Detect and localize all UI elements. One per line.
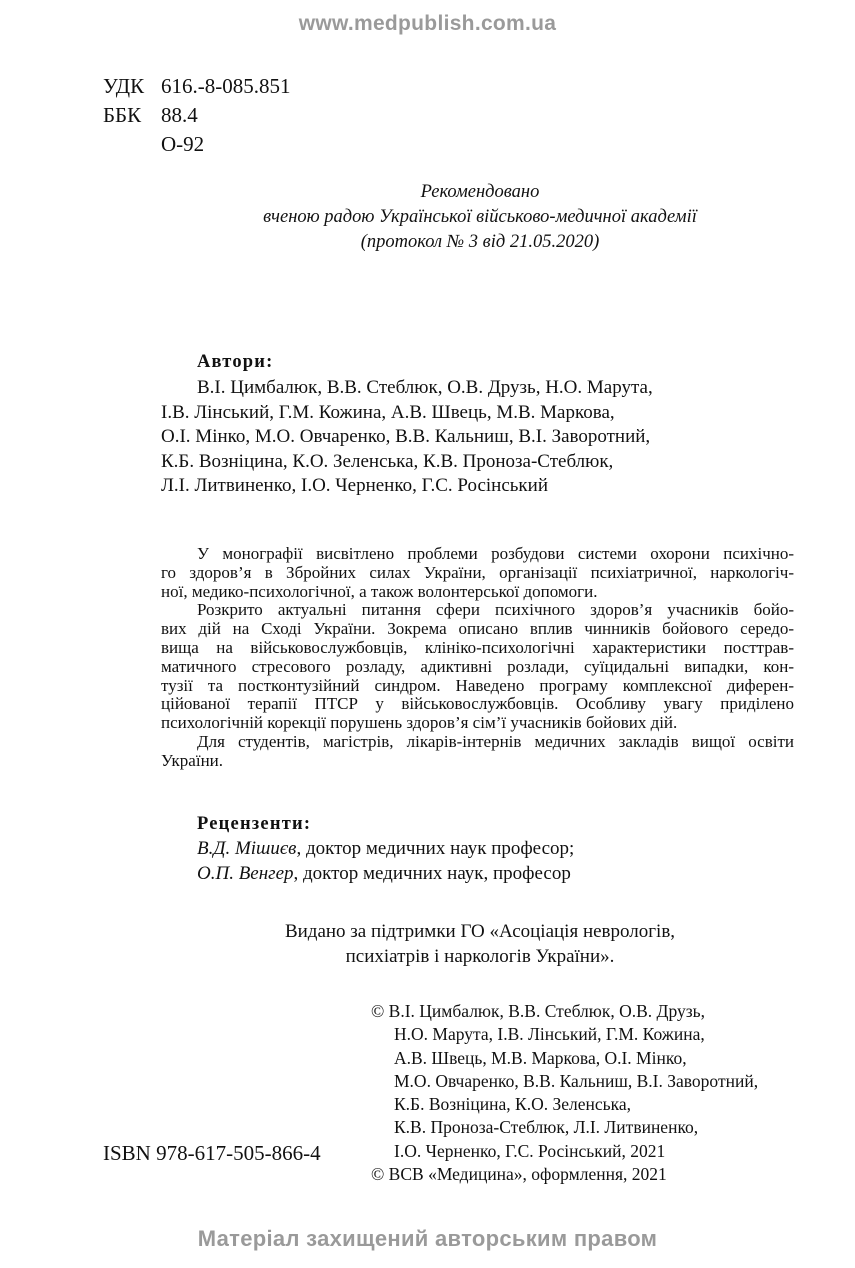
annotation-line: вища на військовослужбовців, клініко-психологічні характеристики посттрав-: [161, 637, 794, 657]
udc-row: [103, 72, 291, 101]
author-mark-value: О-92: [161, 132, 205, 156]
reviewers-list: [197, 837, 574, 886]
reviewer-title: , доктор медичних наук, професор: [293, 862, 571, 884]
copyright-line: © В.І. Цимбалюк, В.В. Стеблюк, О.В. Друзь,: [371, 1001, 706, 1021]
reviewers-heading: Рецензенти:: [197, 814, 312, 834]
authors-line: І.В. Лінський, Г.М. Кожина, А.В. Швець, М.В. Маркова,: [161, 401, 615, 423]
udc-value: 616.-8-085.851: [161, 74, 291, 98]
isbn: ISBN 978-617-505-866-4: [103, 1141, 321, 1165]
annotation-line: Розкрито актуальні питання сфери психічного здоров’я учасників бойо-: [197, 600, 794, 620]
support-note: [240, 920, 720, 969]
authors-line: В.І. Цимбалюк, В.В. Стеблюк, О.В. Друзь, Н.О. Марута,: [197, 377, 653, 398]
reviewer-title: , доктор медичних наук професор;: [296, 838, 575, 859]
authors-line: К.Б. Возніцина, К.О. Зеленська, К.В. Проноза-Стеблюк,: [161, 450, 614, 472]
reviewer-item: [197, 837, 574, 862]
annotation-line: У монографії висвітлено проблеми розбудови системи охорони психічно-: [197, 544, 794, 563]
copyright-line: А.В. Швець, М.В. Маркова, О.І. Мінко,: [394, 1047, 687, 1068]
annotation-line: тузії та постконтузійний синдром. Наведено програму комплексної диферен-: [161, 675, 794, 695]
recommendation-line: вченою радою Української військово-медичної академії: [263, 207, 697, 227]
copyright-line: І.О. Черненко, Г.С. Росінський, 2021: [394, 1140, 666, 1161]
watermark-bottom: Матеріал захищений авторським правом: [197, 1226, 658, 1251]
bbk-value: 88.4: [161, 103, 198, 127]
authors-line: О.І. Мінко, М.О. Овчаренко, В.В. Кальниш, В.І. Заворотний,: [161, 426, 651, 447]
classification-block: [103, 72, 291, 159]
copyright-line: М.О. Овчаренко, В.В. Кальниш, В.І. Заворотний,: [394, 1070, 759, 1091]
annotation-line: вих дій на Сході України. Зокрема описано вплив чинників бойового середо-: [161, 619, 794, 639]
annotation-line: України.: [161, 750, 224, 770]
udc-key: УДК: [103, 74, 145, 98]
authors-line: Л.І. Литвиненко, І.О. Черненко, Г.С. Росінський: [161, 475, 548, 496]
watermark-top: www.medpublish.com.ua: [298, 12, 557, 35]
bbk-row: [103, 101, 291, 130]
annotation-line: Для студентів, магістрів, лікарів-інтернів медичних закладів вищої освіти: [197, 731, 794, 751]
copyright-line: К.В. Проноза-Стеблюк, Л.І. Литвиненко,: [394, 1117, 699, 1138]
reviewer-name: В.Д. Мішиєв: [197, 838, 297, 859]
support-line: Видано за підтримки ГО «Асоціація неврологів,: [284, 921, 676, 942]
annotation-line: ної, медико-психологічної, а також волонтерської допомоги.: [161, 581, 598, 601]
authors-heading: Автори:: [197, 352, 274, 372]
annotation-line: психологічній корекції порушень здоров’я сім’ї учасників бойових дій.: [161, 713, 678, 733]
copyright-block: [371, 1000, 758, 1186]
copyright-line: © ВСВ «Медицина», оформлення, 2021: [371, 1164, 667, 1185]
author-mark-row: [103, 130, 291, 159]
authors-list: [161, 376, 653, 499]
recommendation-line: (протокол № 3 від 21.05.2020): [360, 232, 600, 252]
bbk-key: ББК: [103, 103, 142, 127]
reviewer-name: О.П. Венгер: [197, 862, 294, 884]
recommendation-line: Рекомендовано: [420, 182, 540, 202]
copyright-line: К.Б. Возніцина, К.О. Зеленська,: [394, 1094, 631, 1115]
reviewer-item: [197, 862, 574, 887]
annotation-line: го здоров’я в Збройних силах України, організації психіатричної, наркологіч-: [161, 562, 794, 582]
annotation-line: ційованої терапії ПТСР у військовослужбовців. Особливу увагу приділено: [161, 694, 794, 714]
copyright-line: Н.О. Марута, І.В. Лінський, Г.М. Кожина,: [394, 1024, 705, 1045]
annotation-block: [161, 545, 794, 771]
annotation-line: матичного стресового розладу, адиктивні розлади, суїцидальні випадки, кон-: [161, 656, 794, 676]
support-line: психіатрів і наркологів України».: [345, 945, 615, 967]
recommendation-block: [200, 180, 760, 255]
